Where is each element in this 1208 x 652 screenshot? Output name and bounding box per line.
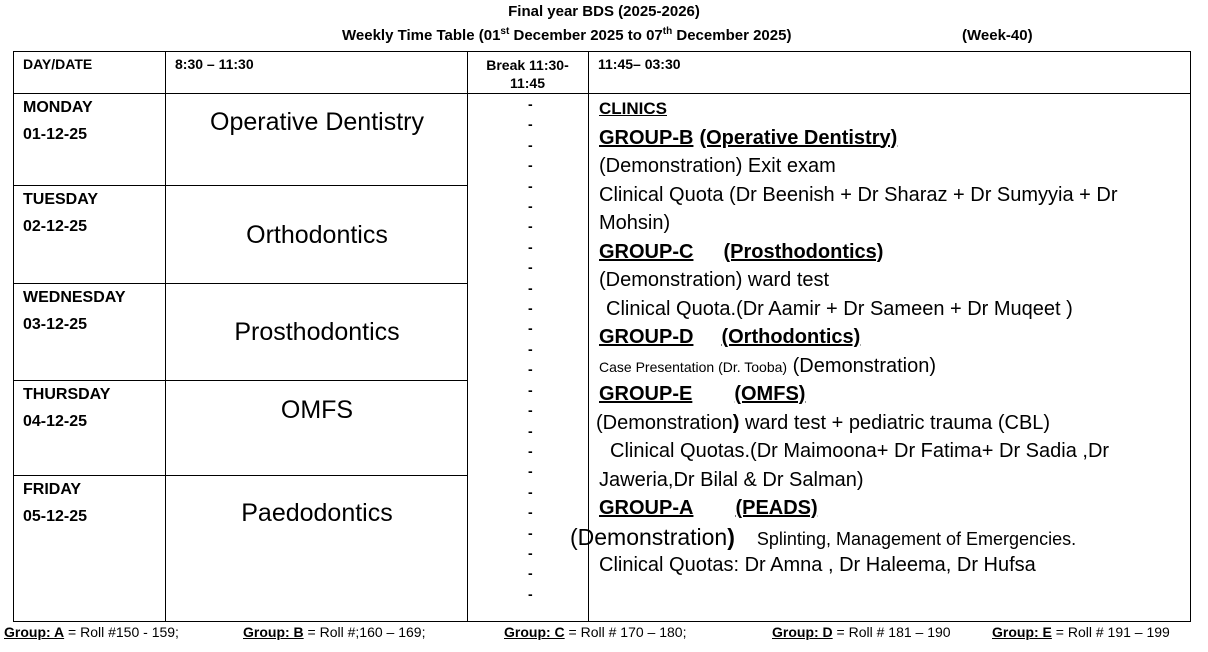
subject-tuesday: Orthodontics bbox=[246, 221, 388, 249]
group-b-line-3: Mohsin) bbox=[599, 212, 671, 234]
group-b-line-1: (Demonstration) Exit exam bbox=[599, 155, 836, 177]
footer-group-d: Group: D = Roll # 181 – 190 bbox=[772, 624, 951, 640]
day-cell-friday: FRIDAY 05-12-25 bbox=[23, 481, 88, 525]
subject-friday: Paedodontics bbox=[241, 499, 393, 527]
header-day-date: DAY/DATE bbox=[23, 56, 93, 72]
group-e-line-3: Jaweria,Dr Bilal & Dr Salman) bbox=[599, 468, 864, 491]
group-b-line-2: Clinical Quota (Dr Beenish + Dr Sharaz + Dr Sumyyia + Dr bbox=[599, 183, 1118, 206]
header-afternoon-time: 11:45– 03:30 bbox=[598, 56, 681, 72]
timetable: DAY/DATE 8:30 – 11:30 Break 11:30- 11:45 11:45– 03:30 MONDAY 01-12-25 Operative Dentistry TUESDAY 02-12-25 Orthodontics WEDNESDAY 03-12-25 Prosthodontics THURSDAY 04-12-25 OMFS FRIDAY 05-12-25 Paedodontics - - - - - - - - - - - - - - - - - - - - - - - - - CLINICS GROUP-B (Operative Dentistry) (Demonstration) Exit exam Clinical Quota (Dr Beenish + Dr Sharaz + Dr Sumyyia + Dr Mohsin) GROUP-C (Prosthodontics) (Demonstration) ward test Clinical Quota.(Dr Aamir + Dr Sameen + Dr Muqeet ) GROUP-D (Orthodontics) Case Presentation (Dr. Tooba) (Demonstration) GROUP-E (OMFS) (Demonstration) ward test + pediatric trauma (CBL) Clinical Quotas.(Dr Maimoona+ Dr Fatima+ Dr Sadia ,Dr Jaweria,Dr Bilal & Dr Salman) GROUP-A (PEADS) (Demonstration) Splinting, Management of Emergencies. Clinical Quotas: Dr Amna , Dr Haleema, Dr Hufsa bbox=[13, 51, 1191, 622]
group-e-line-1: (Demonstration) ward test + pediatric trauma (CBL) bbox=[596, 411, 1051, 434]
group-d-heading: GROUP-D (Orthodontics) bbox=[599, 326, 861, 348]
day-cell-monday: MONDAY 01-12-25 bbox=[23, 99, 93, 143]
group-c-line-2: Clinical Quota.(Dr Aamir + Dr Sameen + Dr Muqeet ) bbox=[606, 297, 1073, 320]
header-break: Break 11:30- 11:45 bbox=[486, 57, 569, 91]
group-c-line-1: (Demonstration) ward test bbox=[599, 269, 830, 291]
group-a-heading: GROUP-A (PEADS) bbox=[599, 497, 818, 519]
group-e-heading: GROUP-E (OMFS) bbox=[599, 383, 806, 405]
footer-group-e: Group: E = Roll # 191 – 199 bbox=[992, 624, 1170, 640]
subject-monday: Operative Dentistry bbox=[210, 108, 424, 136]
grid-line bbox=[14, 93, 1190, 94]
day-cell-wednesday: WEDNESDAY 03-12-25 bbox=[23, 289, 126, 333]
header-morning-time: 8:30 – 11:30 bbox=[175, 56, 254, 72]
group-b-heading: GROUP-B (Operative Dentistry) bbox=[599, 126, 898, 149]
week-label: (Week-40) bbox=[962, 27, 1033, 44]
day-cell-tuesday: TUESDAY 02-12-25 bbox=[23, 191, 98, 235]
group-d-line-1: Case Presentation (Dr. Tooba) (Demonstration) bbox=[599, 354, 937, 377]
day-cell-thursday: THURSDAY 04-12-25 bbox=[23, 386, 111, 430]
clinics-schedule bbox=[570, 95, 1118, 580]
footer-group-a: Group: A = Roll #150 - 159; bbox=[4, 624, 179, 640]
clinics-heading: CLINICS bbox=[599, 99, 667, 118]
footer-group-b: Group: B = Roll #;160 – 169; bbox=[243, 624, 426, 640]
document-title: Final year BDS (2025-2026) bbox=[508, 3, 700, 20]
group-c-heading: GROUP-C (Prosthodontics) bbox=[599, 240, 884, 263]
group-a-line-2: Clinical Quotas: Dr Amna , Dr Haleema, Dr Hufsa bbox=[599, 554, 1036, 576]
subject-thursday: OMFS bbox=[280, 396, 354, 424]
group-a-line-1: (Demonstration) Splinting, Management of Emergencies. bbox=[570, 523, 1077, 550]
group-e-line-2: Clinical Quotas.(Dr Maimoona+ Dr Fatima+ Dr Sadia ,Dr bbox=[610, 440, 1110, 462]
subject-wednesday: Prosthodontics bbox=[234, 318, 400, 346]
footer-group-c: Group: C = Roll # 170 – 180; bbox=[504, 624, 687, 640]
timetable-subtitle: Weekly Time Table (01st December 2025 to 07th December 2025) bbox=[342, 26, 792, 44]
